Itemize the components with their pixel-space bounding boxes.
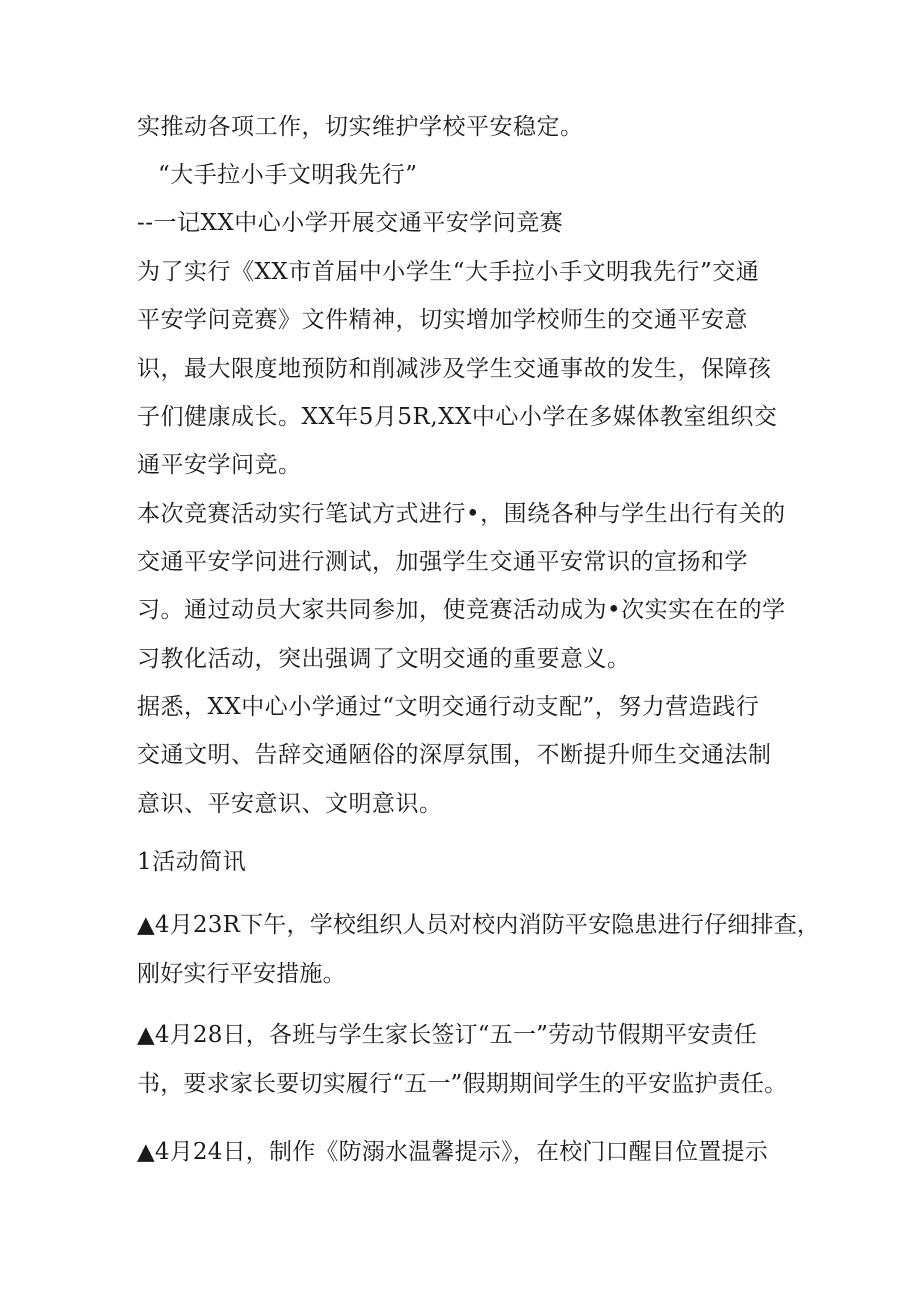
text-line: 通平安学问竞。 <box>137 452 302 478</box>
text-line: 为了实行《XX市首届中小学生“大手拉小手文明我先行”交通 <box>137 259 760 285</box>
text-line: 识，最大限度地预防和削减涉及学生交通事故的发生，保障孩 <box>137 356 772 382</box>
section-heading: 1活动简讯 <box>137 849 247 875</box>
text-line: 习。通过动员大家共同参加，使竞赛活动成为•次实实在在的学 <box>137 597 786 623</box>
article-subtitle: --一记XX中心小学开展交通平安学问竞赛 <box>137 210 564 236</box>
news-item: ▲4月28日，各班与学生家长签订“五一”劳动节假期平安责任 <box>137 1022 757 1048</box>
text-line: 子们健康成长。XX年5月5R,XX中心小学在多媒体教室组织交 <box>137 404 778 430</box>
text-line: 交通文明、告辞交通陋俗的深厚氛围，不断提升师生交通法制 <box>137 742 772 768</box>
text-line: 意识、平安意识、文明意识。 <box>137 791 443 817</box>
text-line: 书，要求家长要切实履行“五一”假期期间学生的平安监护责任。 <box>137 1071 788 1097</box>
text-line: 据悉，XX中心小学通过“文明交通行动支配”，努力营造践行 <box>137 694 760 720</box>
text-line: 刚好实行平安措施。 <box>137 961 346 987</box>
text-line: 本次竞赛活动实行笔试方式进行•，围绕各种与学生出行有关的 <box>137 501 786 527</box>
text-line: 交通平安学问进行测试，加强学生交通平安常识的宣扬和学 <box>137 549 748 575</box>
news-item: ▲4月24日，制作《防溺水温馨提示》，在校门口醒目位置提示 <box>137 1139 768 1165</box>
news-item: ▲4月23R下午，学校组织人员对校内消防平安隐患进行仔细排查， <box>137 912 821 938</box>
text-line: 实推动各项工作，切实维护学校平安稳定。 <box>137 114 584 140</box>
text-line: 平安学问竞赛》文件精神，切实增加学校师生的交通平安意 <box>137 307 748 333</box>
article-title: “大手拉小手文明我先行” <box>158 162 418 188</box>
text-line: 习教化活动，突出强调了文明交通的重要意义。 <box>137 646 631 672</box>
